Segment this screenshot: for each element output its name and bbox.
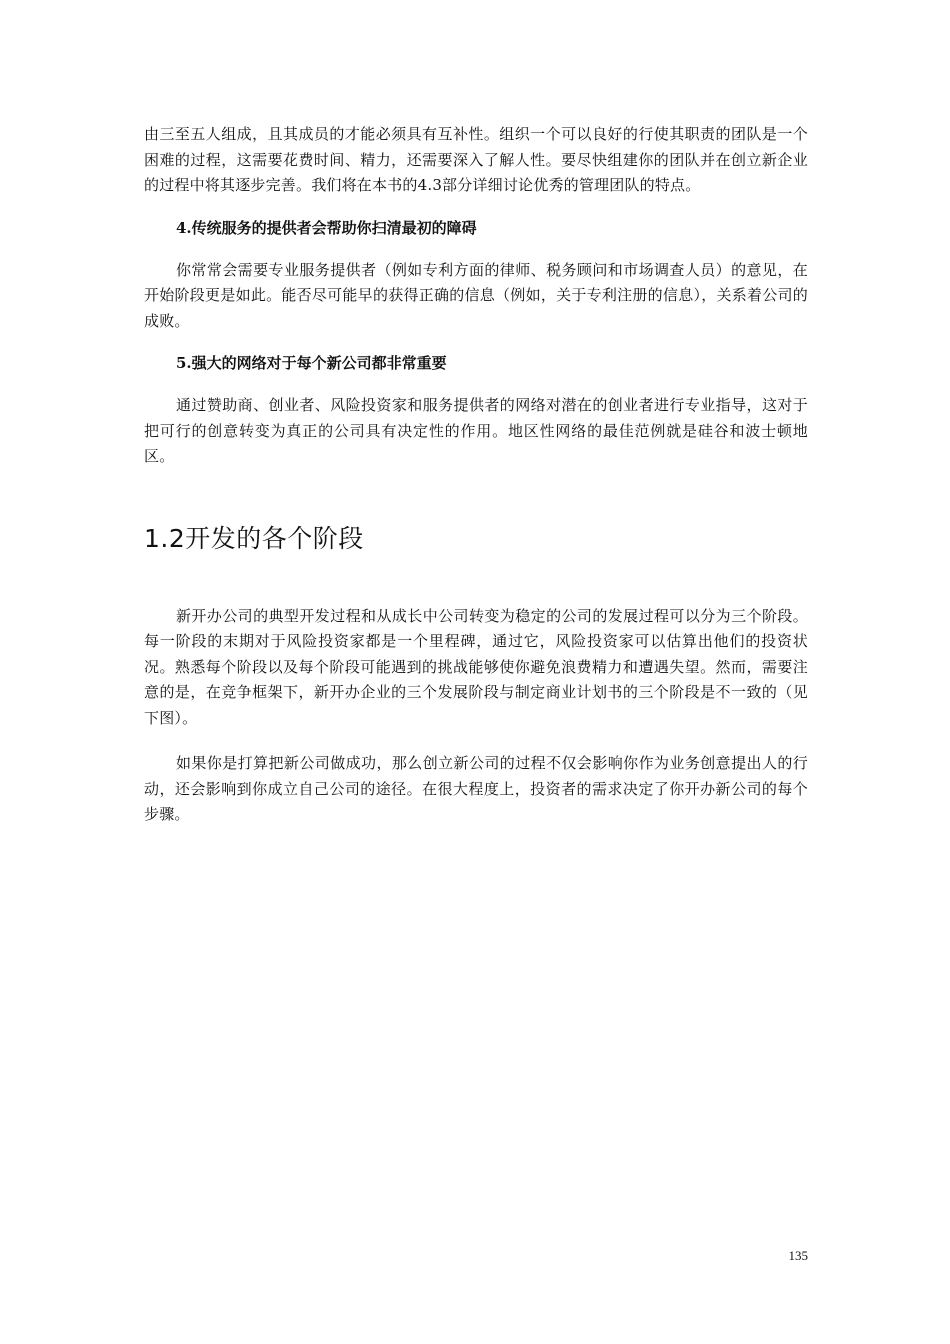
paragraph-network: 通过赞助商、创业者、风险投资家和服务提供者的网络对潜在的创业者进行专业指导，这对于把可行的创意转变为真正的公司具有决定性的作用。地区性网络的最佳范例就是硅谷和波士顿地区。 (144, 396, 808, 465)
page-number: 135 (788, 1248, 808, 1263)
subheading-network: 5.强大的网络对于每个新公司都非常重要 (176, 354, 447, 372)
paragraph-stages: 新开办公司的典型开发过程和从成长中公司转变为稳定的公司的发展过程可以分为三个阶段。每一阶段的末期对于风险投资家都是一个里程碑，通过它，风险投资家可以估算出他们的投资状况。熟悉每个阶段以及每个阶段可能遇到的挑战能够使你避免浪费精力和遭遇失望。然而，需要注意的是，在竞争框架下，新开办企业的三个发展阶段与制定商业计划书的三个阶段是不一致的（见下图）。 (144, 606, 808, 727)
page-body (144, 122, 808, 828)
paragraph-team: 由三至五人组成，且其成员的才能必须具有互补性。组织一个可以良好的行使其职责的团队是一个困难的过程，这需要花费时间、精力，还需要深入了解人性。要尽快组建你的团队并在创立新企业的过程中将其逐步完善。我们将在本书的4.3部分详细讨论优秀的管理团队的特点。 (144, 125, 808, 194)
paragraph-investor-needs: 如果你是打算把新公司做成功，那么创立新公司的过程不仅会影响你作为业务创意提出人的行动，还会影响到你成立自己公司的途径。在很大程度上，投资者的需求决定了你开办新公司的每个步骤。 (144, 754, 808, 823)
subheading-traditional-services: 4.传统服务的提供者会帮助你扫清最初的障碍 (176, 218, 477, 237)
section-title: 1.2开发的各个阶段 (144, 523, 364, 553)
paragraph-service-providers: 你常常会需要专业服务提供者（例如专利方面的律师、税务顾问和市场调查人员）的意见，在开始阶段更是如此。能否尽可能早的获得正确的信息（例如，关于专利注册的信息），关系着公司的成败。 (144, 260, 808, 330)
